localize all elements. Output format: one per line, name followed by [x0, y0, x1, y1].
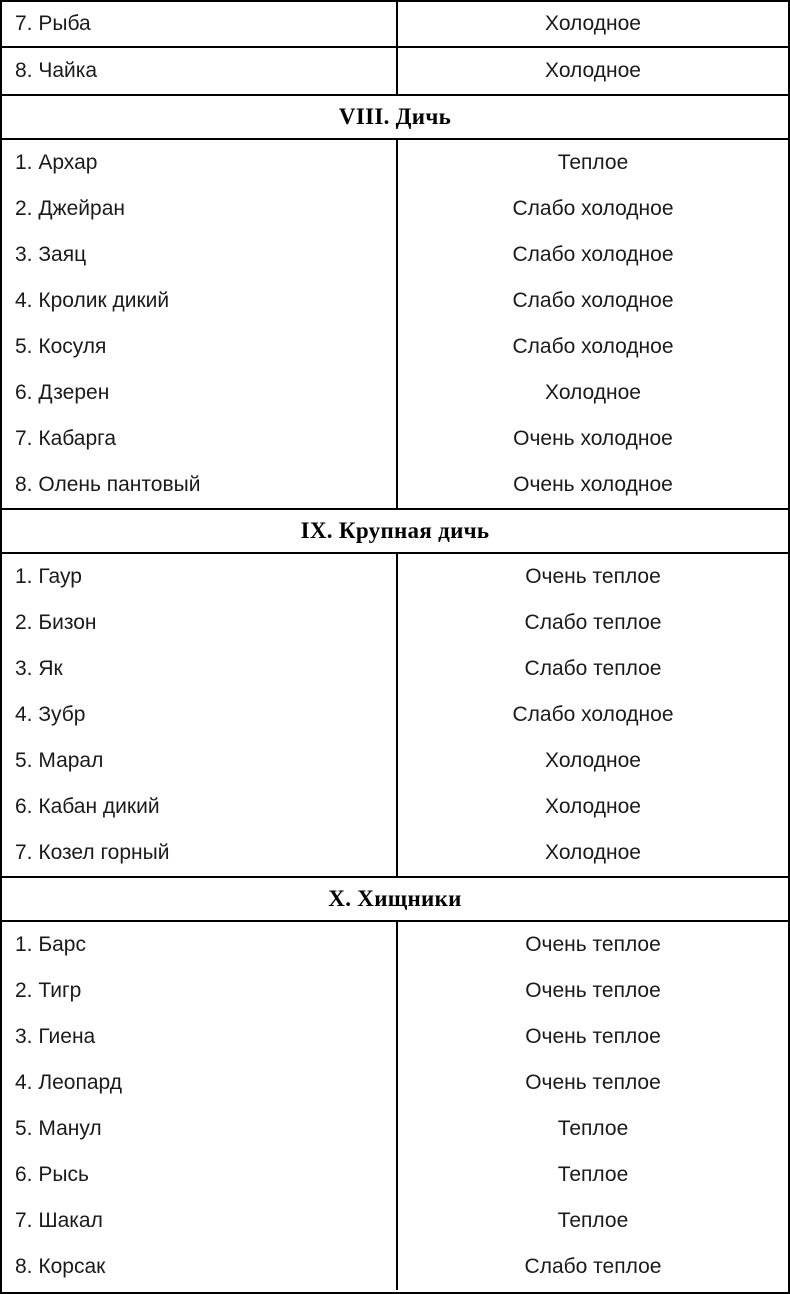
table-section — [2, 2, 788, 94]
animal-name-cell: 4. Кролик дикий — [2, 278, 398, 324]
table-row — [2, 1060, 788, 1106]
animal-name-cell: 8. Олень пантовый — [2, 462, 398, 508]
temperature-value-cell: Теплое — [557, 1117, 629, 1140]
animal-name-cell: 4. Леопард — [2, 1060, 398, 1106]
temperature-value-cell: Холодное — [545, 749, 641, 772]
table-row — [2, 232, 788, 278]
table-row — [2, 968, 788, 1014]
table-row — [2, 646, 788, 692]
table-row — [2, 1014, 788, 1060]
table-row — [2, 784, 788, 830]
temperature-value-cell: Холодное — [545, 795, 641, 818]
section-header: VIII. Дичь — [2, 94, 788, 140]
table-row — [2, 186, 788, 232]
animal-name-cell: 7. Козел горный — [2, 830, 398, 876]
animal-name-cell: 7. Шакал — [2, 1198, 398, 1244]
temperature-value-cell: Очень холодное — [513, 427, 673, 450]
table-section — [2, 876, 788, 1290]
animal-name-cell: 8. Чайка — [2, 48, 398, 94]
table-row — [2, 830, 788, 876]
temperature-value-cell: Слабо холодное — [512, 289, 674, 312]
temperature-value-cell: Холодное — [545, 12, 641, 35]
temperature-value-cell: Слабо холодное — [512, 243, 674, 266]
animal-name-cell: 5. Марал — [2, 738, 398, 784]
animal-name-cell: 3. Заяц — [2, 232, 398, 278]
table-row — [2, 2, 788, 48]
table-row — [2, 1152, 788, 1198]
animal-name-cell: 3. Гиена — [2, 1014, 398, 1060]
animal-name-cell: 2. Бизон — [2, 600, 398, 646]
table-row — [2, 48, 788, 94]
temperature-value-cell: Слабо теплое — [524, 1255, 662, 1278]
table-row — [2, 416, 788, 462]
temperature-value-cell: Очень теплое — [525, 1071, 661, 1094]
temperature-value-cell: Слабо теплое — [524, 611, 662, 634]
animal-name-cell: 8. Корсак — [2, 1244, 398, 1290]
animal-name-cell: 2. Джейран — [2, 186, 398, 232]
table-row — [2, 692, 788, 738]
temperature-value-cell: Слабо холодное — [512, 335, 674, 358]
table-section — [2, 94, 788, 508]
table-row — [2, 1244, 788, 1290]
table-row — [2, 738, 788, 784]
temperature-value-cell: Очень теплое — [525, 1025, 661, 1048]
temperature-value-cell: Очень холодное — [513, 473, 673, 496]
temperature-value-cell: Очень теплое — [525, 933, 661, 956]
table-row — [2, 600, 788, 646]
table-row — [2, 278, 788, 324]
temperature-value-cell: Слабо холодное — [512, 197, 674, 220]
table-row — [2, 1198, 788, 1244]
animal-name-cell: 2. Тигр — [2, 968, 398, 1014]
temperature-value-cell: Слабо холодное — [512, 703, 674, 726]
table-row — [2, 140, 788, 186]
animal-name-cell: 5. Косуля — [2, 324, 398, 370]
table-section — [2, 508, 788, 876]
animal-name-cell: 4. Зубр — [2, 692, 398, 738]
animal-name-cell: 7. Кабарга — [2, 416, 398, 462]
table-row — [2, 370, 788, 416]
animal-name-cell: 6. Кабан дикий — [2, 784, 398, 830]
animal-name-cell: 6. Рысь — [2, 1152, 398, 1198]
section-header: IX. Крупная дичь — [2, 508, 788, 554]
animal-name-cell: 7. Рыба — [2, 2, 398, 46]
temperature-value-cell: Холодное — [545, 59, 641, 82]
section-header: X. Хищники — [2, 876, 788, 922]
animal-name-cell: 6. Дзерен — [2, 370, 398, 416]
temperature-value-cell: Теплое — [557, 1163, 629, 1186]
animal-name-cell: 1. Барс — [2, 922, 398, 968]
temperature-value-cell: Слабо теплое — [524, 657, 662, 680]
animal-name-cell: 3. Як — [2, 646, 398, 692]
temperature-value-cell: Холодное — [545, 381, 641, 404]
animal-name-cell: 5. Манул — [2, 1106, 398, 1152]
animal-name-cell: 1. Архар — [2, 140, 398, 186]
table-row — [2, 922, 788, 968]
table-row — [2, 462, 788, 508]
temperature-value-cell: Очень теплое — [525, 565, 661, 588]
table-row — [2, 554, 788, 600]
temperature-value-cell: Очень теплое — [525, 979, 661, 1002]
table-row — [2, 324, 788, 370]
temperature-value-cell: Холодное — [545, 841, 641, 864]
temperature-value-cell: Теплое — [557, 151, 629, 174]
animal-name-cell: 1. Гаур — [2, 554, 398, 600]
temperature-value-cell: Теплое — [557, 1209, 629, 1232]
table-row — [2, 1106, 788, 1152]
